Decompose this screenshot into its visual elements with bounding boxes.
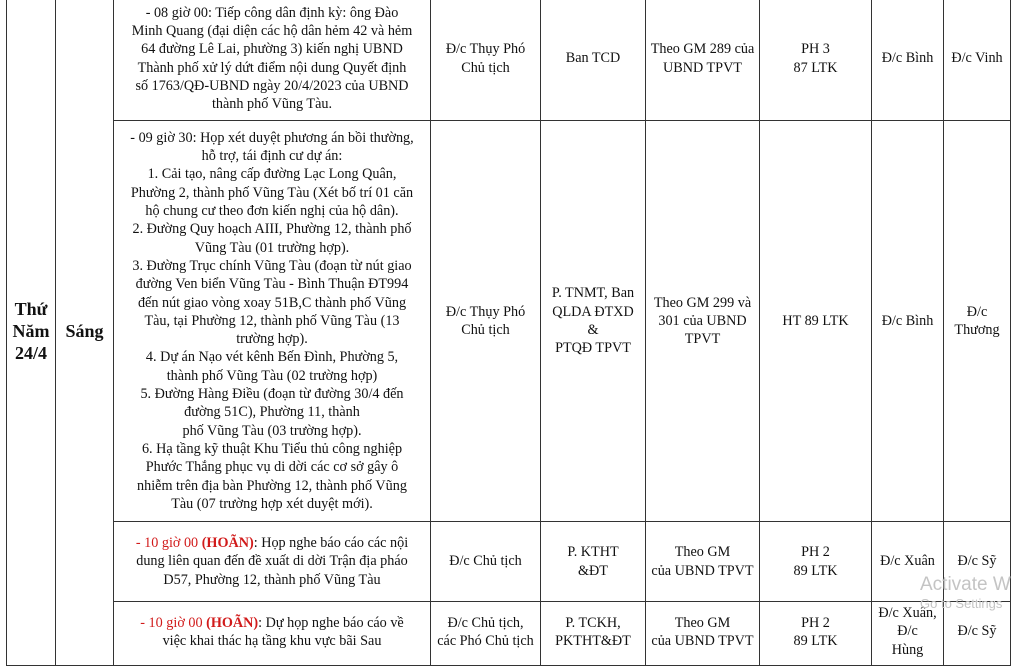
table-row xyxy=(7,602,1011,666)
venue-line: HT 89 LTK xyxy=(782,312,849,329)
venue-line: PH 2 xyxy=(801,544,830,561)
agenda-cell xyxy=(114,602,431,666)
unit-line: PKTHT&ĐT xyxy=(555,633,631,650)
basis-line: Theo GM xyxy=(674,544,731,561)
agenda-line: phố Vũng Tàu (03 trường hợp). xyxy=(182,422,362,439)
agenda-line: Tàu, tại Phường 12, thành phố Vũng Tàu (13 xyxy=(144,312,400,329)
agenda-line: D57, Phường 12, thành phố Vũng Tàu xyxy=(163,571,381,588)
chair-cell xyxy=(431,522,541,602)
attendee-line: Đ/c Bình xyxy=(881,312,934,329)
agenda-line: 6. Hạ tầng kỹ thuật Khu Tiểu thủ công nghiệp xyxy=(141,440,403,457)
agenda-text: : Dự họp nghe báo cáo về xyxy=(258,615,404,631)
venue-cell xyxy=(760,0,872,121)
agenda-line: 3. Đường Trục chính Vũng Tàu (đoạn từ nút giao xyxy=(132,257,412,274)
venue-line: 89 LTK xyxy=(793,633,838,650)
unit-line: P. KTHT xyxy=(567,544,619,561)
chair-cell xyxy=(431,602,541,666)
session-cell: Sáng xyxy=(56,0,114,666)
agenda-line: Minh Quang (đại diện các hộ dân hẻm 42 và hẻm xyxy=(131,22,413,39)
agenda-cell xyxy=(114,0,431,121)
unit-line: P. TNMT, Ban xyxy=(551,285,635,302)
agenda-line: 4. Dự án Nạo vét kênh Bến Đình, Phường 5, xyxy=(145,349,399,366)
agenda-line: Tàu (07 trường hợp xét duyệt mới). xyxy=(171,495,373,512)
attendee-line: Hùng xyxy=(891,641,924,658)
basis-line: TPVT xyxy=(684,331,721,348)
driver-cell xyxy=(944,0,1011,121)
agenda-line: đường Ven biển Vũng Tàu - Bình Thuận ĐT994 xyxy=(135,276,409,293)
venue-cell xyxy=(760,602,872,666)
chair-line: các Phó Chủ tịch xyxy=(437,633,534,650)
venue-cell xyxy=(760,121,872,522)
table-row xyxy=(7,522,1011,602)
activation-watermark xyxy=(920,574,1011,612)
basis-cell xyxy=(646,522,760,602)
agenda-cell xyxy=(114,121,431,522)
agenda-line: thành phố Vũng Tàu (02 trường hợp) xyxy=(166,367,378,384)
chair-line: Đ/c Thụy Phó xyxy=(445,41,526,58)
agenda-line: dung liên quan đến đề xuất di dời Trận địa pháo xyxy=(136,553,408,570)
table-row xyxy=(7,121,1011,522)
basis-line: Theo GM xyxy=(674,615,731,631)
agenda-text: : Họp nghe báo cáo các nội xyxy=(253,535,409,552)
agenda-time: - 10 giờ 00 xyxy=(140,615,207,631)
agenda-line xyxy=(118,534,426,552)
agenda-line: thành phố Vũng Tàu. xyxy=(211,96,333,113)
unit-line: &ĐT xyxy=(578,562,608,579)
agenda-cell xyxy=(114,522,431,602)
agenda-line: Thành phố xử lý dứt điểm nội dung Quyết định xyxy=(137,59,407,76)
unit-cell xyxy=(541,602,646,666)
day-date: 24/4 xyxy=(14,343,47,363)
agenda-line: Vũng Tàu (01 trường hợp). xyxy=(194,239,350,256)
agenda-line: Phước Thắng phục vụ di dời các cơ sở gây ô xyxy=(145,459,399,476)
agenda-line: 1. Cải tạo, nâng cấp đường Lạc Long Quân, xyxy=(147,166,397,183)
driver-cell xyxy=(944,121,1011,522)
agenda-line: Phường 2, thành phố Vũng Tàu (Xét bố trí 01 căn xyxy=(130,184,414,201)
agenda-line xyxy=(118,614,426,632)
venue-line: 87 LTK xyxy=(793,59,838,76)
driver-line: Thương xyxy=(954,322,1000,338)
agenda-line: nhiễm trên địa bàn Phường 12, thành phố Vũng xyxy=(137,477,407,494)
attendee-line: Đ/c xyxy=(897,623,918,640)
chair-line: Đ/c Chủ tịch, xyxy=(447,615,524,631)
table-row xyxy=(7,0,1011,121)
agenda-line: 64 đường Lê Lai, phường 3) kiến nghị UBND xyxy=(141,41,403,58)
schedule-table xyxy=(6,0,1011,666)
agenda-line: hỗ trợ, tái định cư dự án: xyxy=(201,148,343,165)
chair-line: Đ/c Thụy Phó xyxy=(445,303,526,320)
basis-line: của UBND TPVT xyxy=(651,562,754,579)
agenda-line: trường hợp). xyxy=(236,331,308,348)
attendee-cell xyxy=(872,121,944,522)
chair-line: Chủ tịch xyxy=(461,59,510,76)
driver-line: Đ/c Vinh xyxy=(951,50,1003,67)
attendee-cell xyxy=(872,0,944,121)
chair-line: Đ/c Chủ tịch xyxy=(449,553,522,570)
day-label: Năm xyxy=(12,321,50,341)
agenda-line: - 08 giờ 00: Tiếp công dân định kỳ: ông Đào xyxy=(145,4,399,21)
agenda-line: việc khai thác hạ tầng khu vực bãi Sau xyxy=(162,633,382,650)
driver-line: Đ/c xyxy=(966,303,988,320)
venue-line: 89 LTK xyxy=(793,562,838,579)
agenda-line: 2. Đường Quy hoạch AIII, Phường 12, thành phố xyxy=(132,221,412,238)
driver-line: Đ/c Sỹ xyxy=(957,623,997,639)
unit-cell xyxy=(541,0,646,121)
unit-cell xyxy=(541,121,646,522)
basis-cell xyxy=(646,602,760,666)
venue-cell xyxy=(760,522,872,602)
basis-cell xyxy=(646,121,760,522)
unit-line: P. TCKH, xyxy=(565,615,621,631)
agenda-line: đến nút giao vòng xoay 51B,C thành phố Vũng xyxy=(137,294,407,311)
attendee-line: Đ/c Xuân xyxy=(880,553,935,570)
basis-cell xyxy=(646,0,760,121)
unit-line: QLDA ĐTXD xyxy=(552,303,634,320)
unit-line: PTQĐ TPVT xyxy=(555,340,631,357)
unit-cell xyxy=(541,522,646,602)
venue-line: PH 2 xyxy=(801,615,830,631)
day-cell xyxy=(7,0,56,666)
agenda-time: - 10 giờ 00 xyxy=(135,535,202,552)
agenda-line: đường 51C), Phường 11, thành xyxy=(184,404,360,421)
basis-line: UBND TPVT xyxy=(663,59,742,76)
unit-line: & xyxy=(587,322,599,338)
postponed-badge: (HOÃN) xyxy=(206,615,259,631)
postponed-badge: (HOÃN) xyxy=(201,535,254,552)
chair-cell xyxy=(431,0,541,121)
agenda-line: 5. Đường Hàng Điều (đoạn từ đường 30/4 đến xyxy=(140,386,404,403)
attendee-line: Đ/c Bình xyxy=(881,50,934,67)
basis-line: Theo GM 289 của xyxy=(650,41,755,58)
basis-line: 301 của UBND xyxy=(658,312,747,329)
agenda-line: số 1763/QĐ-UBND ngày 20/4/2023 của UBND xyxy=(135,77,409,94)
day-label: Thứ xyxy=(14,299,48,319)
basis-line: Theo GM 299 và xyxy=(653,294,752,311)
chair-line: Chủ tịch xyxy=(461,322,510,338)
unit-line: Ban TCD xyxy=(565,50,621,67)
watermark-title: Activate W xyxy=(920,574,1011,595)
venue-line: PH 3 xyxy=(801,41,830,58)
agenda-line: - 09 giờ 30: Họp xét duyệt phương án bồi thường, xyxy=(130,129,414,146)
chair-cell xyxy=(431,121,541,522)
watermark-subtitle: Go to Settings xyxy=(920,596,1003,611)
driver-line: Đ/c Sỹ xyxy=(957,553,997,570)
attendee-line: Đ/c Xuân, xyxy=(878,605,937,621)
agenda-line: hộ chung cư theo đơn kiến nghị của hộ dân). xyxy=(145,203,399,220)
basis-line: của UBND TPVT xyxy=(651,633,754,650)
